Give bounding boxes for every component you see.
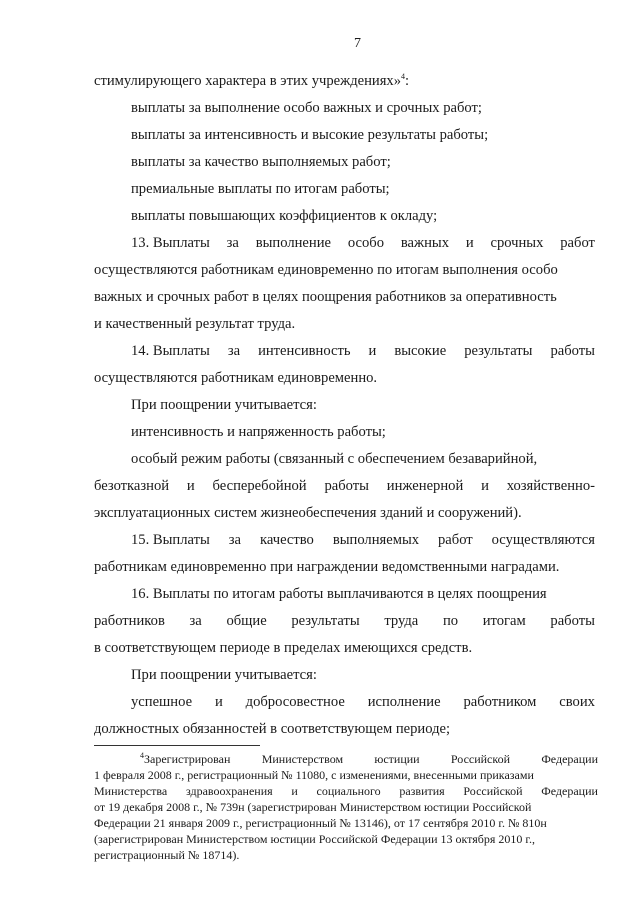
intro-line (94, 72, 409, 90)
word: 14. Выплаты (131, 343, 210, 359)
footnote-mark: 4 (140, 751, 144, 760)
word: инженерной (386, 478, 464, 494)
word: за (189, 613, 202, 629)
word: хозяйственно- (506, 478, 595, 494)
page-number: 7 (354, 36, 361, 51)
word: работы (550, 613, 595, 629)
word: работы (324, 478, 369, 494)
word: Министерством (261, 752, 344, 766)
list-item: премиальные выплаты по итогам работы; (131, 181, 390, 197)
word: Министерства (94, 784, 168, 798)
word: труда (384, 613, 419, 629)
word: и (465, 235, 474, 251)
word: работником (463, 694, 537, 710)
paragraph-13-line: важных и срочных работ в целях поощрения работников за оперативность (94, 289, 557, 305)
word: интенсивность (258, 343, 351, 359)
footnote-line: (зарегистрирован Министерством юстиции Российской Федерации 13 октября 2010 г., (94, 832, 535, 846)
intro-text: стимулирующего характера в этих учреждениях» (94, 73, 402, 89)
word: результаты (291, 613, 360, 629)
word: за (226, 235, 239, 251)
intro-colon: : (405, 73, 410, 89)
word: срочных (490, 235, 544, 251)
paragraph-16-line: При поощрении учитывается: (131, 667, 317, 683)
footnote-line: регистрационный № 18714). (94, 848, 240, 862)
footnote-reference: 4 (401, 72, 406, 82)
word: высокие (394, 343, 447, 359)
paragraph-15-line (131, 531, 595, 549)
word: особо (347, 235, 384, 251)
footnote-line: Федерации 21 января 2009 г., регистрационный № 13146), от 17 сентября 2010 г. № 810н (94, 816, 547, 830)
word: по (442, 613, 459, 629)
footnote-line (94, 784, 598, 798)
paragraph-13-line: осуществляются работникам единовременно по итогам выполнения особо (94, 262, 558, 278)
word: своих (559, 694, 595, 710)
paragraph-14-line: При поощрении учитывается: (131, 397, 317, 413)
word: добросовестное (245, 694, 345, 710)
word: и (214, 694, 223, 710)
word: Российской (463, 784, 523, 798)
word: развития (399, 784, 445, 798)
footnote-line: от 19 декабря 2008 г., № 739н (зарегистрирован Министерством юстиции Российской (94, 800, 532, 814)
paragraph-16-line: 16. Выплаты по итогам работы выплачиваются в целях поощрения (131, 586, 547, 602)
word: Федерации (541, 784, 598, 798)
paragraph-13-line (131, 234, 595, 252)
word: 15. Выплаты (131, 532, 210, 548)
word: общие (226, 613, 267, 629)
word: Зарегистрирован (144, 752, 231, 766)
word: юстиции (374, 752, 420, 766)
word: и (481, 478, 489, 494)
paragraph-14-line: осуществляются работникам единовременно. (94, 370, 378, 386)
word: за (227, 343, 241, 359)
word: выполнение (255, 235, 331, 251)
paragraph-16-line (131, 693, 595, 711)
footnote-first-word (140, 752, 230, 766)
paragraph-14-line: особый режим работы (связанный с обеспечением безаварийной, (131, 451, 538, 467)
word: Российской (450, 752, 511, 766)
word: работ (560, 235, 595, 251)
list-item: выплаты за выполнение особо важных и срочных работ; (131, 100, 482, 116)
word: и (186, 478, 195, 494)
paragraph-14-line (131, 342, 595, 360)
word: здравоохранения (185, 784, 273, 798)
paragraph-14-line: эксплуатационных систем жизнеобеспечения зданий и сооружений). (94, 505, 522, 521)
word: безотказной (94, 478, 170, 494)
paragraph-16-line: в соответствующем периоде в пределах имеющихся средств. (94, 640, 473, 656)
paragraph-15-line: работникам единовременно при награждении ведомственными наградами. (94, 559, 560, 575)
word: социального (316, 784, 381, 798)
word: успешное (131, 694, 193, 710)
paragraph-14-line (94, 477, 595, 495)
paragraph-16-line (94, 612, 595, 630)
paragraph-13-line: и качественный результат труда. (94, 316, 296, 332)
word: работ (438, 532, 473, 548)
word: качество (259, 532, 314, 548)
word: исполнение (367, 694, 441, 710)
footnote-line (140, 752, 598, 766)
paragraph-14-line: интенсивность и напряженность работы; (131, 424, 386, 440)
list-item: выплаты за интенсивность и высокие результаты работы; (131, 127, 489, 143)
word: бесперебойной (212, 478, 307, 494)
word: за (228, 532, 242, 548)
footnote-divider (94, 745, 260, 746)
list-item: выплаты за качество выполняемых работ; (131, 154, 391, 170)
paragraph-16-line: должностных обязанностей в соответствующем периоде; (94, 721, 451, 737)
word: важных (400, 235, 449, 251)
word: работников (94, 613, 165, 629)
word: осуществляются (491, 532, 595, 548)
list-item: выплаты повышающих коэффициентов к окладу; (131, 208, 438, 224)
word: Федерации (541, 752, 598, 766)
word: выполняемых (332, 532, 420, 548)
word: 13. Выплаты (131, 235, 210, 251)
word: работы (550, 343, 595, 359)
word: результаты (464, 343, 533, 359)
word: итогам (482, 613, 526, 629)
word: и (368, 343, 377, 359)
footnote-line: 1 февраля 2008 г., регистрационный № 11080, с изменениями, внесенными приказами (94, 768, 534, 782)
word: и (291, 784, 298, 798)
